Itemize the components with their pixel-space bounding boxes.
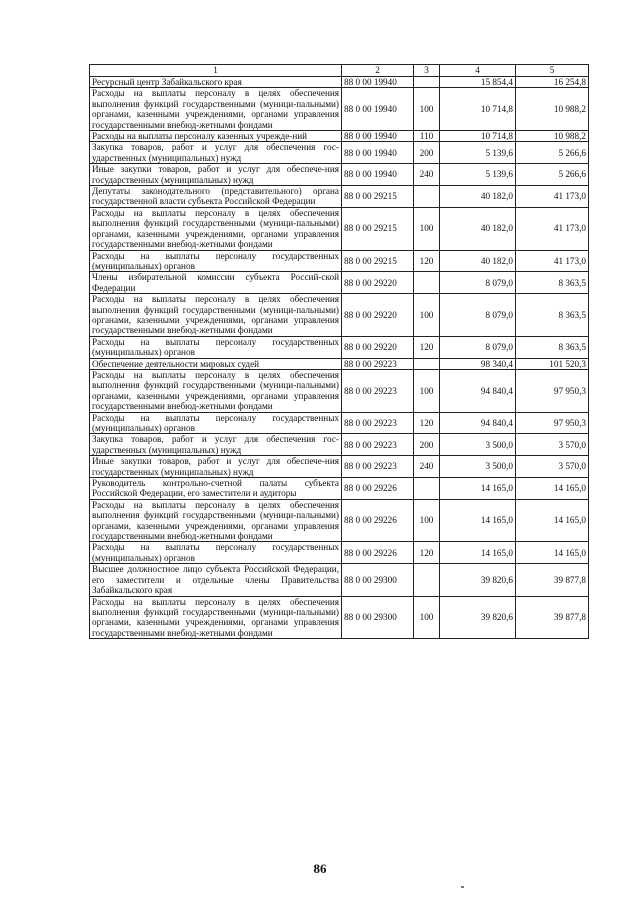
row-name: Закупка товаров, работ и услуг для обеспечения гос-ударственных (муниципальных) нужд	[90, 434, 342, 456]
row-name: Депутаты законодательного (представительного) органа государственной власти субъекта Российской Федерации	[90, 186, 342, 208]
header-col-2: 2	[342, 65, 414, 77]
table-row	[90, 164, 589, 186]
row-amount-col4: 14 165,0	[440, 542, 516, 564]
table-row	[90, 412, 589, 434]
row-amount-col4: 3 500,0	[440, 434, 516, 456]
row-amount-col4: 8 079,0	[440, 336, 516, 358]
row-expense-type	[414, 272, 440, 294]
table-row	[90, 142, 589, 164]
table-row	[90, 336, 589, 358]
row-expense-type: 200	[414, 142, 440, 164]
row-amount-col5: 3 570,0	[516, 456, 589, 478]
row-name: Расходы на выплаты персоналу государственных (муниципальных) органов	[90, 542, 342, 564]
row-target-code: 88 0 00 29226	[342, 542, 414, 564]
row-name: Расходы на выплаты персоналу в целях обеспечения выполнения функций государственными (муници-пальными) органами, казенными учреждениями, органами управления государственными внебюд-жетными фондами	[90, 294, 342, 337]
row-amount-col5: 41 173,0	[516, 207, 589, 250]
row-name: Руководитель контрольно-счетной палаты субъекта Российской Федерации, его заместители и аудиторы	[90, 478, 342, 500]
row-target-code: 88 0 00 29215	[342, 186, 414, 208]
row-name: Высшее должностное лицо субъекта Российской Федерации, его заместители и отдельные члены Правительства Забайкальского края	[90, 564, 342, 596]
row-amount-col5: 14 165,0	[516, 542, 589, 564]
table-row	[90, 131, 589, 142]
row-amount-col5: 16 254,8	[516, 77, 589, 88]
table-row	[90, 596, 589, 639]
table-row	[90, 456, 589, 478]
row-expense-type	[414, 186, 440, 208]
row-name: Иные закупки товаров, работ и услуг для обеспече-ния государственных (муниципальных) нужд	[90, 456, 342, 478]
row-target-code: 88 0 00 19940	[342, 88, 414, 131]
row-expense-type: 100	[414, 88, 440, 131]
row-target-code: 88 0 00 29223	[342, 412, 414, 434]
row-target-code: 88 0 00 29300	[342, 564, 414, 596]
row-expense-type: 100	[414, 294, 440, 337]
row-expense-type: 100	[414, 207, 440, 250]
row-amount-col4: 3 500,0	[440, 456, 516, 478]
row-amount-col4: 14 165,0	[440, 478, 516, 500]
row-amount-col5: 41 173,0	[516, 250, 589, 272]
table-header	[90, 65, 589, 77]
table-row	[90, 358, 589, 369]
row-name: Расходы на выплаты персоналу государственных (муниципальных) органов	[90, 336, 342, 358]
row-name: Обеспечение деятельности мировых судей	[90, 358, 342, 369]
row-target-code: 88 0 00 29300	[342, 596, 414, 639]
row-amount-col4: 39 820,6	[440, 564, 516, 596]
table-row	[90, 369, 589, 412]
row-target-code: 88 0 00 29223	[342, 434, 414, 456]
row-amount-col4: 14 165,0	[440, 499, 516, 542]
row-expense-type: 120	[414, 412, 440, 434]
row-amount-col5: 41 173,0	[516, 186, 589, 208]
row-name: Расходы на выплаты персоналу казенных учрежде-ний	[90, 131, 342, 142]
row-amount-col5: 3 570,0	[516, 434, 589, 456]
row-expense-type: 240	[414, 164, 440, 186]
row-expense-type: 120	[414, 336, 440, 358]
row-amount-col5: 97 950,3	[516, 412, 589, 434]
row-expense-type: 100	[414, 369, 440, 412]
table-row	[90, 294, 589, 337]
row-target-code: 88 0 00 19940	[342, 131, 414, 142]
row-expense-type	[414, 564, 440, 596]
row-amount-col4: 5 139,6	[440, 142, 516, 164]
row-expense-type: 100	[414, 596, 440, 639]
row-amount-col5: 5 266,6	[516, 164, 589, 186]
row-target-code: 88 0 00 29215	[342, 250, 414, 272]
row-name: Члены избирательной комиссии субъекта Россий-ской Федерации	[90, 272, 342, 294]
table-row	[90, 272, 589, 294]
row-expense-type	[414, 358, 440, 369]
row-amount-col4: 10 714,8	[440, 88, 516, 131]
row-amount-col4: 8 079,0	[440, 272, 516, 294]
row-name: Расходы на выплаты персоналу в целях обеспечения выполнения функций государственными (муници-пальными) органами, казенными учреждениями, органами управления государственными внебюд-жетными фондами	[90, 207, 342, 250]
row-amount-col5: 8 363,5	[516, 294, 589, 337]
header-col-4: 4	[440, 65, 516, 77]
row-amount-col4: 10 714,8	[440, 131, 516, 142]
row-expense-type	[414, 478, 440, 500]
row-name: Расходы на выплаты персоналу в целях обеспечения выполнения функций государственными (муници-пальными) органами, казенными учреждениями, органами управления государственными внебюд-жетными фондами	[90, 88, 342, 131]
table-row	[90, 478, 589, 500]
row-amount-col4: 15 854,4	[440, 77, 516, 88]
row-expense-type: 240	[414, 456, 440, 478]
table-row	[90, 88, 589, 131]
row-expense-type: 200	[414, 434, 440, 456]
row-target-code: 88 0 00 29223	[342, 456, 414, 478]
row-amount-col5: 10 988,2	[516, 131, 589, 142]
row-target-code: 88 0 00 29223	[342, 369, 414, 412]
table-row	[90, 207, 589, 250]
row-amount-col5: 39 877,8	[516, 596, 589, 639]
row-amount-col5: 5 266,6	[516, 142, 589, 164]
row-amount-col4: 98 340,4	[440, 358, 516, 369]
table-row	[90, 434, 589, 456]
row-name: Расходы на выплаты персоналу в целях обеспечения выполнения функций государственными (муници-пальными) органами, казенными учреждениями, органами управления государственными внебюд-жетными фондами	[90, 499, 342, 542]
row-name: Ресурсный центр Забайкальского края	[90, 77, 342, 88]
row-target-code: 88 0 00 29226	[342, 499, 414, 542]
table-row	[90, 250, 589, 272]
row-amount-col5: 39 877,8	[516, 564, 589, 596]
row-target-code: 88 0 00 19940	[342, 142, 414, 164]
header-col-1: 1	[90, 65, 342, 77]
row-amount-col5: 97 950,3	[516, 369, 589, 412]
row-expense-type	[414, 77, 440, 88]
row-amount-col4: 40 182,0	[440, 250, 516, 272]
row-amount-col5: 8 363,5	[516, 272, 589, 294]
row-target-code: 88 0 00 29220	[342, 272, 414, 294]
row-amount-col4: 94 840,4	[440, 412, 516, 434]
row-amount-col5: 8 363,5	[516, 336, 589, 358]
budget-table	[89, 64, 589, 639]
row-target-code: 88 0 00 29223	[342, 358, 414, 369]
table-row	[90, 542, 589, 564]
row-target-code: 88 0 00 29215	[342, 207, 414, 250]
row-name: Расходы на выплаты персоналу государственных (муниципальных) органов	[90, 412, 342, 434]
header-col-5: 5	[516, 65, 589, 77]
page-number: 86	[313, 861, 327, 876]
scan-speck	[461, 886, 464, 888]
row-target-code: 88 0 00 19940	[342, 77, 414, 88]
row-expense-type: 120	[414, 250, 440, 272]
table-body	[90, 77, 589, 639]
row-amount-col4: 39 820,6	[440, 596, 516, 639]
row-amount-col4: 94 840,4	[440, 369, 516, 412]
row-amount-col5: 10 988,2	[516, 88, 589, 131]
row-amount-col4: 8 079,0	[440, 294, 516, 337]
table-row	[90, 77, 589, 88]
row-name: Расходы на выплаты персоналу в целях обеспечения выполнения функций государственными (муници-пальными) органами, казенными учреждениями, органами управления государственными внебюд-жетными фондами	[90, 369, 342, 412]
row-amount-col4: 5 139,6	[440, 164, 516, 186]
row-name: Расходы на выплаты персоналу в целях обеспечения выполнения функций государственными (муници-пальными) органами, казенными учреждениями, органами управления государственными внебюд-жетными фондами	[90, 596, 342, 639]
header-col-3: 3	[414, 65, 440, 77]
row-target-code: 88 0 00 29220	[342, 336, 414, 358]
table-row	[90, 564, 589, 596]
table-row	[90, 499, 589, 542]
row-amount-col4: 40 182,0	[440, 186, 516, 208]
row-expense-type: 120	[414, 542, 440, 564]
row-target-code: 88 0 00 19940	[342, 164, 414, 186]
row-amount-col5: 101 520,3	[516, 358, 589, 369]
row-name: Закупка товаров, работ и услуг для обеспечения гос-ударственных (муниципальных) нужд	[90, 142, 342, 164]
table-row	[90, 186, 589, 208]
row-target-code: 88 0 00 29220	[342, 294, 414, 337]
row-expense-type: 110	[414, 131, 440, 142]
row-target-code: 88 0 00 29226	[342, 478, 414, 500]
row-name: Иные закупки товаров, работ и услуг для обеспече-ния государственных (муниципальных) нужд	[90, 164, 342, 186]
row-name: Расходы на выплаты персоналу государственных (муниципальных) органов	[90, 250, 342, 272]
row-amount-col4: 40 182,0	[440, 207, 516, 250]
row-amount-col5: 14 165,0	[516, 499, 589, 542]
header-row	[90, 65, 589, 77]
row-amount-col5: 14 165,0	[516, 478, 589, 500]
row-expense-type: 100	[414, 499, 440, 542]
